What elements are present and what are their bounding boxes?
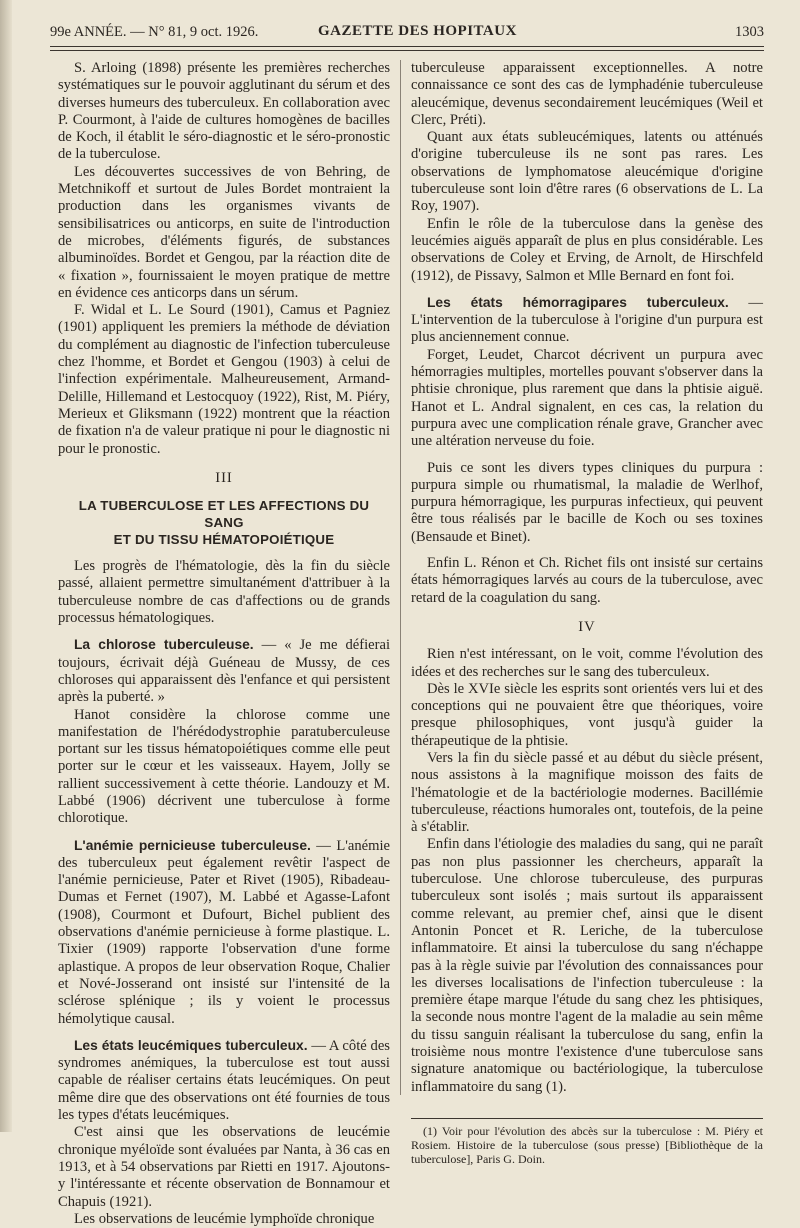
left-column — [58, 60, 390, 1228]
right-column — [411, 60, 763, 1166]
paragraph: Les progrès de l'hématologie, dès la fin du siècle passé, allaient permettre simultanément d'attribuer à la tuberculeuse nombre de cas d'affections ou de grands processus hématologiques. — [58, 558, 390, 627]
paragraph — [58, 1037, 390, 1124]
paragraph — [58, 636, 390, 706]
subheading: Les états leucémiques tuberculeux. — [74, 1037, 308, 1053]
journal-title: GAZETTE DES HOPITAUX — [318, 23, 517, 39]
paragraph-text: — « Je me défierai toujours, écrivait déjà Guéneau de Mussy, de ces chloroses qui apparaissent dès l'enfance et qui persistent après la puberté. » — [58, 637, 390, 706]
paragraph: Les découvertes successives de von Behring, de Metchnikoff et surtout de Jules Bordet montraient la production dans les organismes vivants de sensibilisatrices ou anticorps, en suite de l'introduction de microbes, d'éléments figurés, de substances albuminoïdes. Bordet et Gengou, par la réaction dite de « fixation », fournissaient le moyen pratique de mettre en évidence ces anticorps dans un sérum. — [58, 163, 390, 301]
page-edge — [0, 0, 12, 1132]
paragraph: Enfin L. Rénon et Ch. Richet fils ont insisté sur certains états hémorragiques larvés au cours de la tuberculose, avec retard de la coagulation du sang. — [411, 555, 763, 606]
paragraph-text: — A côté des syndromes anémiques, la tuberculose est tout aussi capable de réaliser certains états leucémiques. On peut même dire que des observations ont été fournies de tous les types d'états leucémiques. — [58, 1037, 390, 1124]
paragraph: Les observations de leucémie lymphoïde chronique — [74, 1210, 375, 1227]
paragraph — [411, 294, 763, 347]
paragraph: Puis ce sont les divers types cliniques du purpura : purpura simple ou rhumatismal, la maladie de Werlhof, purpura hémorragique, les purpuras infectieux, qui peuvent être tous réalisés par le bacille de Koch ou ses toxines (Bensaude et Binet). — [411, 459, 763, 545]
issue-info: 99e ANNÉE. — N° 81, 9 oct. 1926. — [50, 24, 259, 40]
paragraph: F. Widal et L. Le Sourd (1901), Camus et Pagniez (1901) appliquent les premiers la méthode de déviation du complément au diagnostic de l'infection tuberculeuse chez l'homme, et Bordet et Gengou (1903) à celui de l'infection expérimentale. Malheureusement, Armand-Delille, Hillemand et Lestocquoy (1922), Rist, M. Piéry, Merieux et Gliksmann (1922) montrent que la réaction de fixation n'a de valeur pratique ni pour le diagnostic ni pour le pronostic. — [58, 302, 390, 457]
paragraph: Enfin dans l'étiologie des maladies du sang, qui ne paraît pas non plus passionner les chercheurs, apparaît la tuberculose. Une chlorose tuberculeuse, des purpuras tuberculeux sont isolés ; mais surtout ils apparaissent comme relevant, au premier chef, ainsi que le disent Antonin Poncet et R. Leriche, de la tuberculose inflammatoire. Et ainsi la tuberculose du sang n'échappe pas à la règle suivie par l'évolution des connaissances pour les diverses localisations de l'infection tuberculeuse : la première étape marque l'étude du sang chez les phtisiques, la seconde nous montre l'agent de la maladie au sein même du tissu sanguin réalisant la tuberculose du sang, enfin la troisième nous montre l'existence d'une tuberculose sans signature anatomique ou bactériologique, la tuberculose inflammatoire du sang (1). — [411, 836, 763, 1095]
paragraph-text: — L'intervention de la tuberculose à l'origine d'un purpura est plus anciennement connue. — [411, 294, 763, 346]
page-number: 1303 — [735, 24, 764, 40]
footnote-rule — [411, 1118, 763, 1119]
paragraph: S. Arloing (1898) présente les premières recherches systématiques sur le pouvoir agglutinant du sérum et des diverses humeurs des tuberculeux. En collaboration avec P. Courmont, à l'aide de cultures homogènes de bacilles de Koch, il établit le séro-diagnostic et le séro-pronostic de la tuberculose. — [58, 60, 390, 163]
header-rule — [50, 46, 764, 47]
paragraph: Dès le XVIe siècle les esprits sont orientés vers lui et des conceptions qui ne pouvaient être que théoriques, voire presque philosophiques, vont jusqu'à guider la thérapeutique de la phtisie. — [411, 680, 763, 749]
paragraph: Forget, Leudet, Charcot décrivent un purpura avec hémorragies multiples, mortelles pouvant s'observer dans la phtisie chronique, plus rarement que dans la phtisie aiguë. Hanot et L. Andral signalent, en ces cas, la relation du purpura avec une complication rénale grave, Grancher avec une altération nerveuse du foie. — [411, 346, 763, 450]
paragraph — [58, 837, 390, 1028]
paragraph: Quant aux états subleucémiques, latents ou atténués d'origine tuberculeuse ils ne sont pas rares. Les observations de lymphomatose aleucémique d'origine tuberculeuse sont loin d'être rares (6 observations de L. La Roy, 1907). — [411, 129, 763, 215]
paragraph: C'est ainsi que les observations de leucémie chronique myéloïde sont évaluées par Nanta, à 36 cas en 1913, et à 54 observations par Rietti en 1917. Ajoutons-y l'intéressante et récente observation de Bonnamour et Chapuis (1921). — [58, 1124, 390, 1210]
paragraph-text: — L'anémie des tuberculeux peut également revêtir l'aspect de l'anémie pernicieuse, Pater et Rivet (1905), Ribadeau-Dumas et Fernet (1907), M. Labbé et Agasse-Lafont (1908), Courmont et Dufourt, Bichel publient des observations d'anémie pernicieuse à forme plastique. L. Tixier (1909) rapporte l'observation d'une forme aplastique. A propos de leur observation Roque, Chalier et Nové-Josserand ont insisté sur l'intensité de la sclérose splénique ; ils y voient le processus hémolytique causal. — [58, 837, 390, 1027]
section-title — [58, 497, 390, 548]
subheading: L'anémie pernicieuse tuberculeuse. — [74, 837, 311, 853]
section-number: IV — [578, 618, 596, 635]
paragraph: Rien n'est intéressant, on le voit, comme l'évolution des idées et des recherches sur le sang des tuberculeux. — [411, 646, 763, 680]
header-rule-thin — [50, 50, 764, 51]
subheading: La chlorose tuberculeuse. — [74, 637, 254, 653]
section-title-line-2: ET DU TISSU HÉMATOPOIÉTIQUE — [113, 532, 335, 548]
column-divider — [400, 60, 401, 1095]
running-header — [50, 22, 764, 44]
paragraph: Hanot considère la chlorose comme une manifestation de l'hérédodystrophie paratuberculeuse portant sur les tissus hématopoiétiques comme elle peut porter sur le cœur et les vaisseaux. Hayem, Jolly se rallient successivement à cette théorie. Landouzy et M. Labbé (1906) décrivent une tuberculose à forme chlorotique. — [58, 706, 390, 827]
paragraph: Vers la fin du siècle passé et au début du siècle présent, nous assistons à la magnifique moisson des faits de l'hématologie et de la bactériologie modernes. Bacillémie tuberculeuse, réactions humorales ont, toutefois, de la peine à s'établir. — [411, 749, 763, 836]
section-number: III — [215, 469, 233, 486]
subheading: Les états hémorragipares tuberculeux. — [427, 294, 729, 310]
section-title-line-1: LA TUBERCULOSE ET LES AFFECTIONS DU SANG — [78, 498, 370, 531]
paragraph: Enfin le rôle de la tuberculose dans la genèse des leucémies aiguës apparaît de plus en plus considérable. Les observations de Coley et Erving, de Arnolt, de Hirschfeld (1912), de Pissavy, Salmon et Mlle Bernard en font foi. — [411, 215, 763, 284]
footnote: (1) Voir pour l'évolution des abcès sur la tuberculose : M. Piéry et Rosiem. Histoire de la tuberculose (sous presse) [Bibliothèque de la tuberculose], Paris G. Doin. — [411, 1123, 763, 1166]
paragraph: tuberculeuse apparaissent exceptionnelles. A notre connaissance ce sont des cas de lymphadénie tuberculeuse aleucémique, devenus secondairement leucémiques (Weil et Clerc, Préti). — [411, 60, 763, 128]
